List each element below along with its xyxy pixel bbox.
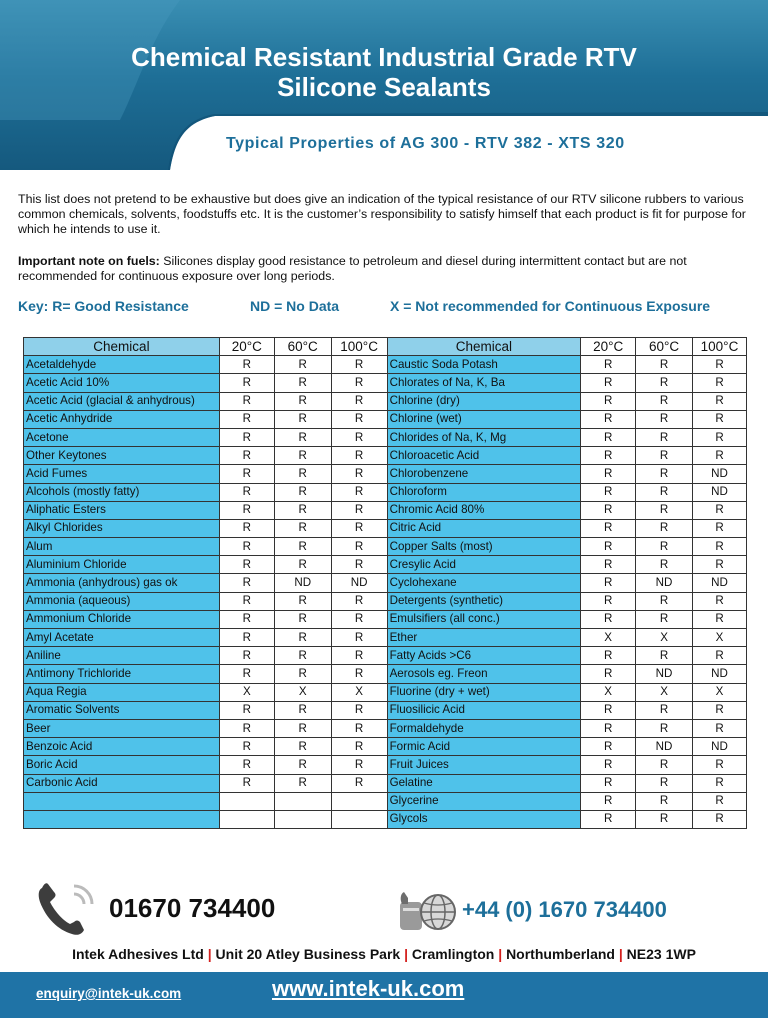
- chemical-name-cell: Acid Fumes: [24, 465, 220, 483]
- resistance-value-cell: R: [581, 410, 636, 428]
- chemical-name-cell: Aromatic Solvents: [24, 701, 220, 719]
- resistance-value-cell: R: [693, 501, 747, 519]
- resistance-value-cell: R: [581, 756, 636, 774]
- table-row: [24, 574, 747, 592]
- resistance-value-cell: R: [331, 356, 387, 374]
- key-not-recommended: X = Not recommended for Continuous Exposure: [390, 298, 711, 314]
- table-row: [24, 410, 747, 428]
- table-row: [24, 592, 747, 610]
- email-link[interactable]: enquiry@intek-uk.com: [36, 986, 182, 1001]
- resistance-value-cell: R: [331, 665, 387, 683]
- resistance-value-cell: ND: [693, 738, 747, 756]
- resistance-value-cell: R: [693, 701, 747, 719]
- header-banner: [0, 0, 768, 170]
- resistance-value-cell: R: [636, 483, 693, 501]
- resistance-value-cell: R: [693, 556, 747, 574]
- resistance-value-cell: R: [274, 756, 331, 774]
- resistance-value-cell: R: [331, 447, 387, 465]
- resistance-value-cell: [219, 792, 274, 810]
- resistance-value-cell: R: [219, 665, 274, 683]
- chemical-name-cell: Ether: [387, 629, 581, 647]
- address-part: NE23 1WP: [626, 946, 696, 962]
- chemical-name-cell: Benzoic Acid: [24, 738, 220, 756]
- resistance-value-cell: R: [331, 392, 387, 410]
- resistance-value-cell: R: [274, 465, 331, 483]
- resistance-value-cell: R: [693, 792, 747, 810]
- resistance-value-cell: R: [274, 428, 331, 446]
- resistance-value-cell: R: [693, 719, 747, 737]
- resistance-value-cell: R: [636, 610, 693, 628]
- resistance-value-cell: X: [693, 629, 747, 647]
- table-row: [24, 519, 747, 537]
- chemical-resistance-table: [23, 337, 747, 829]
- resistance-value-cell: R: [219, 610, 274, 628]
- resistance-value-cell: X: [636, 629, 693, 647]
- chemical-name-cell: Glycols: [387, 810, 581, 828]
- resistance-value-cell: X: [219, 683, 274, 701]
- company-address: [0, 946, 768, 962]
- address-part: Intek Adhesives Ltd: [72, 946, 204, 962]
- table-row: [24, 774, 747, 792]
- resistance-value-cell: X: [581, 629, 636, 647]
- resistance-value-cell: R: [693, 538, 747, 556]
- resistance-value-cell: R: [331, 592, 387, 610]
- resistance-value-cell: ND: [693, 665, 747, 683]
- resistance-value-cell: R: [274, 410, 331, 428]
- resistance-value-cell: R: [331, 556, 387, 574]
- resistance-value-cell: R: [636, 756, 693, 774]
- table-row: [24, 719, 747, 737]
- chemical-name-cell: [24, 810, 220, 828]
- resistance-value-cell: R: [274, 447, 331, 465]
- resistance-value-cell: R: [581, 392, 636, 410]
- resistance-value-cell: R: [274, 719, 331, 737]
- resistance-value-cell: R: [219, 629, 274, 647]
- resistance-value-cell: R: [693, 392, 747, 410]
- resistance-value-cell: R: [274, 538, 331, 556]
- resistance-value-cell: R: [636, 556, 693, 574]
- table-row: [24, 538, 747, 556]
- footer-bar: [0, 972, 768, 1018]
- page-title: [0, 42, 768, 102]
- chemical-name-cell: Acetic Anhydride: [24, 410, 220, 428]
- table-row: [24, 483, 747, 501]
- resistance-value-cell: X: [636, 683, 693, 701]
- resistance-value-cell: R: [636, 447, 693, 465]
- resistance-value-cell: R: [219, 701, 274, 719]
- fuel-note-label: Important note on fuels:: [18, 254, 160, 268]
- resistance-value-cell: R: [274, 556, 331, 574]
- resistance-value-cell: R: [636, 701, 693, 719]
- resistance-value-cell: R: [581, 519, 636, 537]
- table-row: [24, 501, 747, 519]
- table-row: [24, 701, 747, 719]
- resistance-value-cell: R: [219, 719, 274, 737]
- resistance-value-cell: R: [581, 774, 636, 792]
- international-phone-number[interactable]: +44 (0) 1670 734400: [462, 897, 667, 922]
- chemical-name-cell: Chlorates of Na, K, Ba: [387, 374, 581, 392]
- chemical-name-cell: Carbonic Acid: [24, 774, 220, 792]
- chemical-name-cell: Chlorine (dry): [387, 392, 581, 410]
- table-row: [24, 428, 747, 446]
- address-part: Northumberland: [506, 946, 615, 962]
- resistance-value-cell: R: [274, 501, 331, 519]
- resistance-value-cell: R: [693, 647, 747, 665]
- chemical-name-cell: Chloroform: [387, 483, 581, 501]
- table-header-row: [24, 338, 747, 356]
- resistance-value-cell: R: [274, 392, 331, 410]
- table-row: [24, 647, 747, 665]
- table-body: [24, 356, 747, 829]
- resistance-value-cell: R: [581, 501, 636, 519]
- resistance-value-cell: R: [219, 556, 274, 574]
- product-subtitle: Typical Properties of AG 300 - RTV 382 - XTS 320: [226, 135, 625, 152]
- resistance-value-cell: ND: [693, 465, 747, 483]
- resistance-value-cell: R: [693, 447, 747, 465]
- resistance-value-cell: R: [219, 447, 274, 465]
- resistance-value-cell: R: [219, 756, 274, 774]
- resistance-value-cell: R: [693, 410, 747, 428]
- resistance-value-cell: X: [274, 683, 331, 701]
- resistance-value-cell: R: [219, 501, 274, 519]
- resistance-value-cell: X: [693, 683, 747, 701]
- resistance-value-cell: R: [581, 738, 636, 756]
- resistance-value-cell: R: [693, 610, 747, 628]
- resistance-value-cell: R: [693, 810, 747, 828]
- title-line-2: Silicone Sealants: [277, 72, 491, 102]
- resistance-value-cell: R: [581, 556, 636, 574]
- resistance-value-cell: R: [693, 356, 747, 374]
- resistance-value-cell: [274, 792, 331, 810]
- resistance-value-cell: R: [219, 538, 274, 556]
- column-header-temperature: 100°C: [331, 338, 387, 356]
- resistance-value-cell: R: [219, 356, 274, 374]
- resistance-value-cell: R: [581, 574, 636, 592]
- chemical-name-cell: Ammonia (anhydrous) gas ok: [24, 574, 220, 592]
- chemical-name-cell: Acetaldehyde: [24, 356, 220, 374]
- chemical-name-cell: Boric Acid: [24, 756, 220, 774]
- column-header-temperature: 20°C: [581, 338, 636, 356]
- resistance-value-cell: R: [693, 428, 747, 446]
- resistance-value-cell: R: [581, 810, 636, 828]
- column-header-chemical: Chemical: [387, 338, 581, 356]
- resistance-value-cell: ND: [636, 738, 693, 756]
- resistance-value-cell: R: [274, 610, 331, 628]
- chemical-name-cell: Chloroacetic Acid: [387, 447, 581, 465]
- table-row: [24, 392, 747, 410]
- resistance-value-cell: R: [331, 483, 387, 501]
- resistance-value-cell: R: [331, 428, 387, 446]
- table-row: [24, 665, 747, 683]
- chemical-name-cell: Other Keytones: [24, 447, 220, 465]
- chemical-name-cell: Acetic Acid (glacial & anhydrous): [24, 392, 220, 410]
- chemical-name-cell: Acetic Acid 10%: [24, 374, 220, 392]
- resistance-value-cell: ND: [636, 574, 693, 592]
- resistance-value-cell: R: [581, 374, 636, 392]
- chemical-name-cell: Chlorides of Na, K, Mg: [387, 428, 581, 446]
- telephone-handset-icon: [36, 880, 98, 936]
- resistance-value-cell: ND: [693, 574, 747, 592]
- chemical-name-cell: Detergents (synthetic): [387, 592, 581, 610]
- resistance-value-cell: R: [636, 465, 693, 483]
- chemical-name-cell: Aerosols eg. Freon: [387, 665, 581, 683]
- address-separator: |: [203, 946, 216, 962]
- resistance-value-cell: [331, 792, 387, 810]
- chemical-name-cell: Fluosilicic Acid: [387, 701, 581, 719]
- resistance-value-cell: R: [219, 738, 274, 756]
- column-header-temperature: 20°C: [219, 338, 274, 356]
- resistance-value-cell: R: [331, 410, 387, 428]
- address-part: Cramlington: [411, 946, 495, 962]
- resistance-value-cell: R: [331, 519, 387, 537]
- resistance-value-cell: R: [219, 647, 274, 665]
- title-line-1: Chemical Resistant Industrial Grade RTV: [131, 42, 637, 72]
- resistance-value-cell: R: [274, 665, 331, 683]
- resistance-value-cell: R: [274, 647, 331, 665]
- chemical-name-cell: Acetone: [24, 428, 220, 446]
- chemical-name-cell: Aliphatic Esters: [24, 501, 220, 519]
- chemical-name-cell: Formaldehyde: [387, 719, 581, 737]
- table-row: [24, 356, 747, 374]
- resistance-value-cell: R: [274, 483, 331, 501]
- resistance-value-cell: R: [636, 428, 693, 446]
- resistance-value-cell: R: [636, 647, 693, 665]
- column-header-temperature: 60°C: [274, 338, 331, 356]
- chemical-name-cell: Ammonium Chloride: [24, 610, 220, 628]
- resistance-value-cell: R: [219, 592, 274, 610]
- resistance-value-cell: R: [331, 701, 387, 719]
- chemical-name-cell: Alum: [24, 538, 220, 556]
- resistance-value-cell: R: [636, 719, 693, 737]
- resistance-value-cell: R: [581, 465, 636, 483]
- resistance-value-cell: R: [219, 392, 274, 410]
- address-separator: |: [400, 946, 412, 962]
- resistance-value-cell: R: [581, 483, 636, 501]
- chemical-name-cell: Chlorobenzene: [387, 465, 581, 483]
- resistance-value-cell: R: [331, 538, 387, 556]
- chemical-name-cell: Caustic Soda Potash: [387, 356, 581, 374]
- resistance-value-cell: R: [331, 774, 387, 792]
- resistance-value-cell: R: [219, 410, 274, 428]
- resistance-value-cell: ND: [274, 574, 331, 592]
- address-part: Unit 20 Atley Business Park: [215, 946, 401, 962]
- fuel-note-text: Silicones display good resistance to petroleum and diesel during intermittent contact but are not recommended for continuous exposure over long periods.: [18, 254, 687, 283]
- resistance-value-cell: R: [581, 665, 636, 683]
- resistance-value-cell: R: [274, 738, 331, 756]
- table-row: [24, 610, 747, 628]
- resistance-value-cell: R: [219, 483, 274, 501]
- resistance-value-cell: R: [331, 501, 387, 519]
- resistance-value-cell: R: [274, 592, 331, 610]
- chemical-name-cell: Alkyl Chlorides: [24, 519, 220, 537]
- resistance-value-cell: R: [693, 519, 747, 537]
- resistance-value-cell: [331, 810, 387, 828]
- resistance-value-cell: R: [331, 719, 387, 737]
- table-row: [24, 374, 747, 392]
- chemical-name-cell: Fatty Acids >C6: [387, 647, 581, 665]
- website-link[interactable]: www.intek-uk.com: [272, 976, 465, 1001]
- resistance-value-cell: ND: [693, 483, 747, 501]
- chemical-name-cell: Copper Salts (most): [387, 538, 581, 556]
- chemical-name-cell: Aluminium Chloride: [24, 556, 220, 574]
- resistance-value-cell: R: [581, 647, 636, 665]
- resistance-value-cell: R: [636, 374, 693, 392]
- resistance-value-cell: R: [636, 792, 693, 810]
- resistance-value-cell: R: [636, 356, 693, 374]
- resistance-value-cell: R: [581, 701, 636, 719]
- resistance-value-cell: ND: [331, 574, 387, 592]
- table-row: [24, 738, 747, 756]
- chemical-name-cell: Cresylic Acid: [387, 556, 581, 574]
- key-nodata: ND = No Data: [250, 298, 340, 314]
- resistance-value-cell: R: [636, 538, 693, 556]
- phone-number[interactable]: 01670 734400: [109, 893, 276, 923]
- resistance-value-cell: R: [581, 719, 636, 737]
- chemical-name-cell: Emulsifiers (all conc.): [387, 610, 581, 628]
- table-row: [24, 447, 747, 465]
- intro-paragraph: This list does not pretend to be exhaustive but does give an indication of the typical resistance of our RTV silicone rubbers to various common chemicals, solvents, foodstuffs etc. It is the customer’s responsibility to satisfy himself that each product is fit for purpose for which he intends to use it.: [18, 192, 746, 236]
- chemical-name-cell: Ammonia (aqueous): [24, 592, 220, 610]
- resistance-value-cell: R: [274, 774, 331, 792]
- resistance-value-cell: X: [331, 683, 387, 701]
- resistance-value-cell: R: [331, 647, 387, 665]
- table-row: [24, 683, 747, 701]
- resistance-value-cell: R: [581, 610, 636, 628]
- fuel-note: [18, 254, 754, 284]
- chemical-name-cell: Citric Acid: [387, 519, 581, 537]
- chemical-name-cell: Chromic Acid 80%: [387, 501, 581, 519]
- resistance-value-cell: ND: [636, 665, 693, 683]
- chemical-name-cell: [24, 792, 220, 810]
- address-separator: |: [614, 946, 627, 962]
- resistance-value-cell: R: [219, 374, 274, 392]
- column-header-temperature: 60°C: [636, 338, 693, 356]
- resistance-value-cell: R: [581, 356, 636, 374]
- chemical-name-cell: Cyclohexane: [387, 574, 581, 592]
- resistance-value-cell: R: [693, 374, 747, 392]
- resistance-value-cell: [274, 810, 331, 828]
- table-row: [24, 465, 747, 483]
- resistance-value-cell: R: [331, 610, 387, 628]
- resistance-value-cell: R: [636, 519, 693, 537]
- chemical-name-cell: Chlorine (wet): [387, 410, 581, 428]
- resistance-value-cell: R: [274, 629, 331, 647]
- resistance-value-cell: R: [693, 756, 747, 774]
- resistance-value-cell: R: [219, 574, 274, 592]
- table-row: [24, 792, 747, 810]
- resistance-value-cell: R: [581, 447, 636, 465]
- resistance-value-cell: R: [693, 592, 747, 610]
- chemical-name-cell: Aniline: [24, 647, 220, 665]
- resistance-value-cell: R: [274, 374, 331, 392]
- resistance-value-cell: R: [219, 465, 274, 483]
- resistance-value-cell: R: [636, 501, 693, 519]
- resistance-value-cell: X: [581, 683, 636, 701]
- table-row: [24, 629, 747, 647]
- chemical-name-cell: Alcohols (mostly fatty): [24, 483, 220, 501]
- address-separator: |: [494, 946, 507, 962]
- resistance-value-cell: R: [274, 356, 331, 374]
- column-header-chemical: Chemical: [24, 338, 220, 356]
- chemical-name-cell: Aqua Regia: [24, 683, 220, 701]
- resistance-value-cell: R: [581, 592, 636, 610]
- resistance-value-cell: R: [636, 774, 693, 792]
- resistance-value-cell: R: [219, 519, 274, 537]
- resistance-value-cell: R: [581, 428, 636, 446]
- resistance-value-cell: R: [636, 810, 693, 828]
- resistance-value-cell: R: [331, 756, 387, 774]
- resistance-value-cell: [219, 810, 274, 828]
- table-row: [24, 556, 747, 574]
- chemical-name-cell: Gelatine: [387, 774, 581, 792]
- key-good: Key: R= Good Resistance: [18, 298, 189, 314]
- resistance-value-cell: R: [636, 410, 693, 428]
- table-row: [24, 756, 747, 774]
- column-header-temperature: 100°C: [693, 338, 747, 356]
- resistance-value-cell: R: [331, 465, 387, 483]
- resistance-value-cell: R: [636, 592, 693, 610]
- resistance-value-cell: R: [331, 629, 387, 647]
- resistance-value-cell: R: [219, 428, 274, 446]
- resistance-value-cell: R: [581, 538, 636, 556]
- chemical-name-cell: Fluorine (dry + wet): [387, 683, 581, 701]
- chemical-name-cell: Antimony Trichloride: [24, 665, 220, 683]
- resistance-value-cell: R: [331, 374, 387, 392]
- resistance-value-cell: R: [693, 774, 747, 792]
- chemical-name-cell: Beer: [24, 719, 220, 737]
- resistance-value-cell: R: [219, 774, 274, 792]
- resistance-value-cell: R: [636, 392, 693, 410]
- table-row: [24, 810, 747, 828]
- resistance-value-cell: R: [274, 519, 331, 537]
- resistance-value-cell: R: [331, 738, 387, 756]
- chemical-name-cell: Formic Acid: [387, 738, 581, 756]
- chemical-name-cell: Amyl Acetate: [24, 629, 220, 647]
- chemical-name-cell: Glycerine: [387, 792, 581, 810]
- fax-globe-icon: [398, 888, 458, 934]
- chemical-name-cell: Fruit Juices: [387, 756, 581, 774]
- resistance-value-cell: R: [274, 701, 331, 719]
- resistance-value-cell: R: [581, 792, 636, 810]
